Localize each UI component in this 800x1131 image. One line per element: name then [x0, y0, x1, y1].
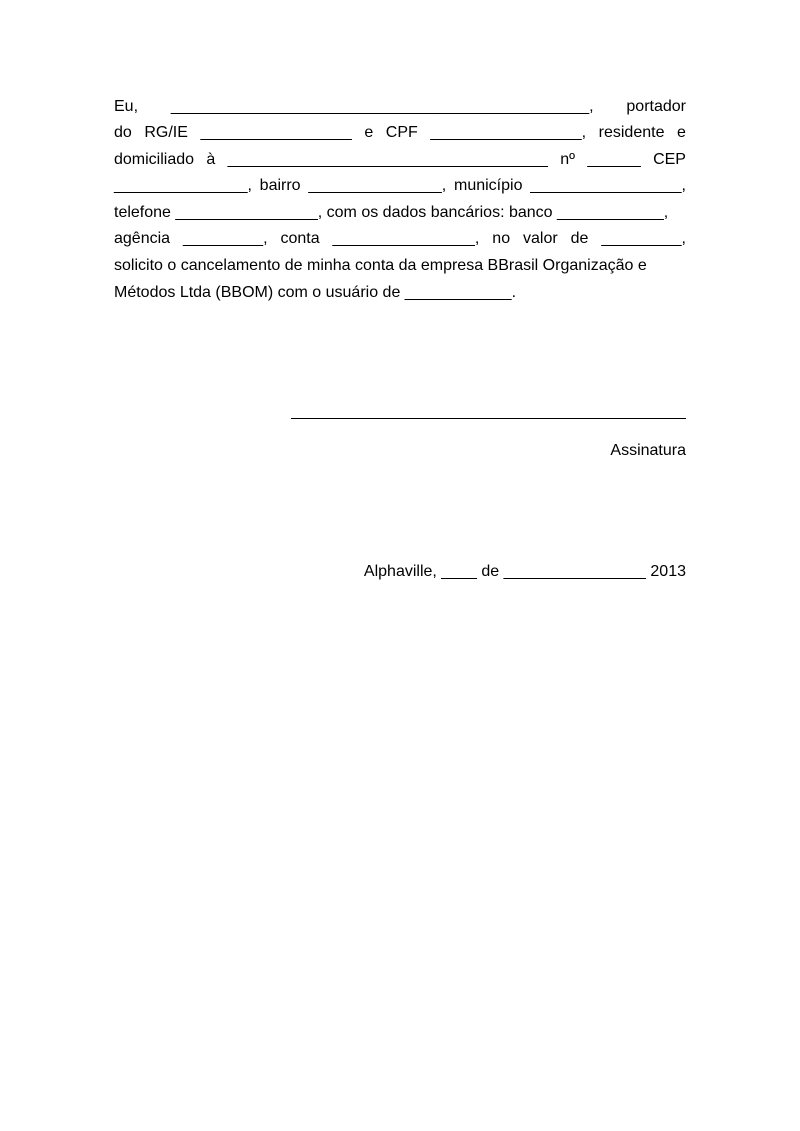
declaration-line-6	[114, 229, 686, 249]
signature-label: Assinatura	[610, 442, 686, 459]
word: CEP	[653, 151, 686, 168]
word: valor	[523, 230, 558, 247]
declaration-line-4	[114, 176, 686, 196]
word: bairro	[259, 177, 301, 194]
word: município	[454, 177, 523, 194]
word: domiciliado	[114, 151, 195, 168]
word: e	[677, 124, 686, 141]
name-blank: _______________________________________________,	[170, 98, 594, 115]
word: e	[364, 124, 374, 141]
cep-blank: _______________,	[114, 177, 252, 194]
word: do	[114, 124, 132, 141]
bairro-blank: _______________,	[308, 177, 447, 194]
word: à	[206, 151, 216, 168]
declaration-line-2	[114, 123, 686, 143]
word: conta	[280, 230, 320, 247]
signature-line	[291, 418, 686, 419]
word: nº	[560, 151, 576, 168]
cpf-blank: _________________,	[430, 124, 587, 141]
word: Eu,	[114, 98, 139, 115]
agency-blank: _________,	[182, 230, 268, 247]
cancellation-text: solicito o cancelamento de minha conta da empresa BBrasil Organização e	[114, 257, 647, 274]
declaration-line-5	[114, 203, 686, 223]
word: de	[570, 230, 589, 247]
declaration-line-1	[114, 97, 686, 117]
number-blank: ______	[587, 151, 641, 168]
username-text: Métodos Ltda (BBOM) com o usuário de ____________.	[114, 284, 517, 301]
word: CPF	[385, 124, 418, 141]
date-line: Alphaville, ____ de ________________ 2013	[363, 563, 686, 580]
rg-blank: _________________	[200, 124, 352, 141]
phone-bank-text: telefone ________________, com os dados bancários: banco ____________,	[114, 204, 669, 221]
municipio-blank: _________________,	[530, 177, 686, 194]
account-blank: ________________,	[332, 230, 480, 247]
word: RG/IE	[144, 124, 188, 141]
word: portador	[626, 98, 686, 115]
declaration-line-3	[114, 150, 686, 170]
word: agência	[114, 230, 171, 247]
address-blank: ____________________________________	[227, 151, 548, 168]
declaration-line-7	[114, 256, 686, 276]
declaration-line-8	[114, 283, 686, 303]
word: no	[492, 230, 511, 247]
word: residente	[598, 124, 665, 141]
value-blank: _________,	[601, 230, 686, 247]
